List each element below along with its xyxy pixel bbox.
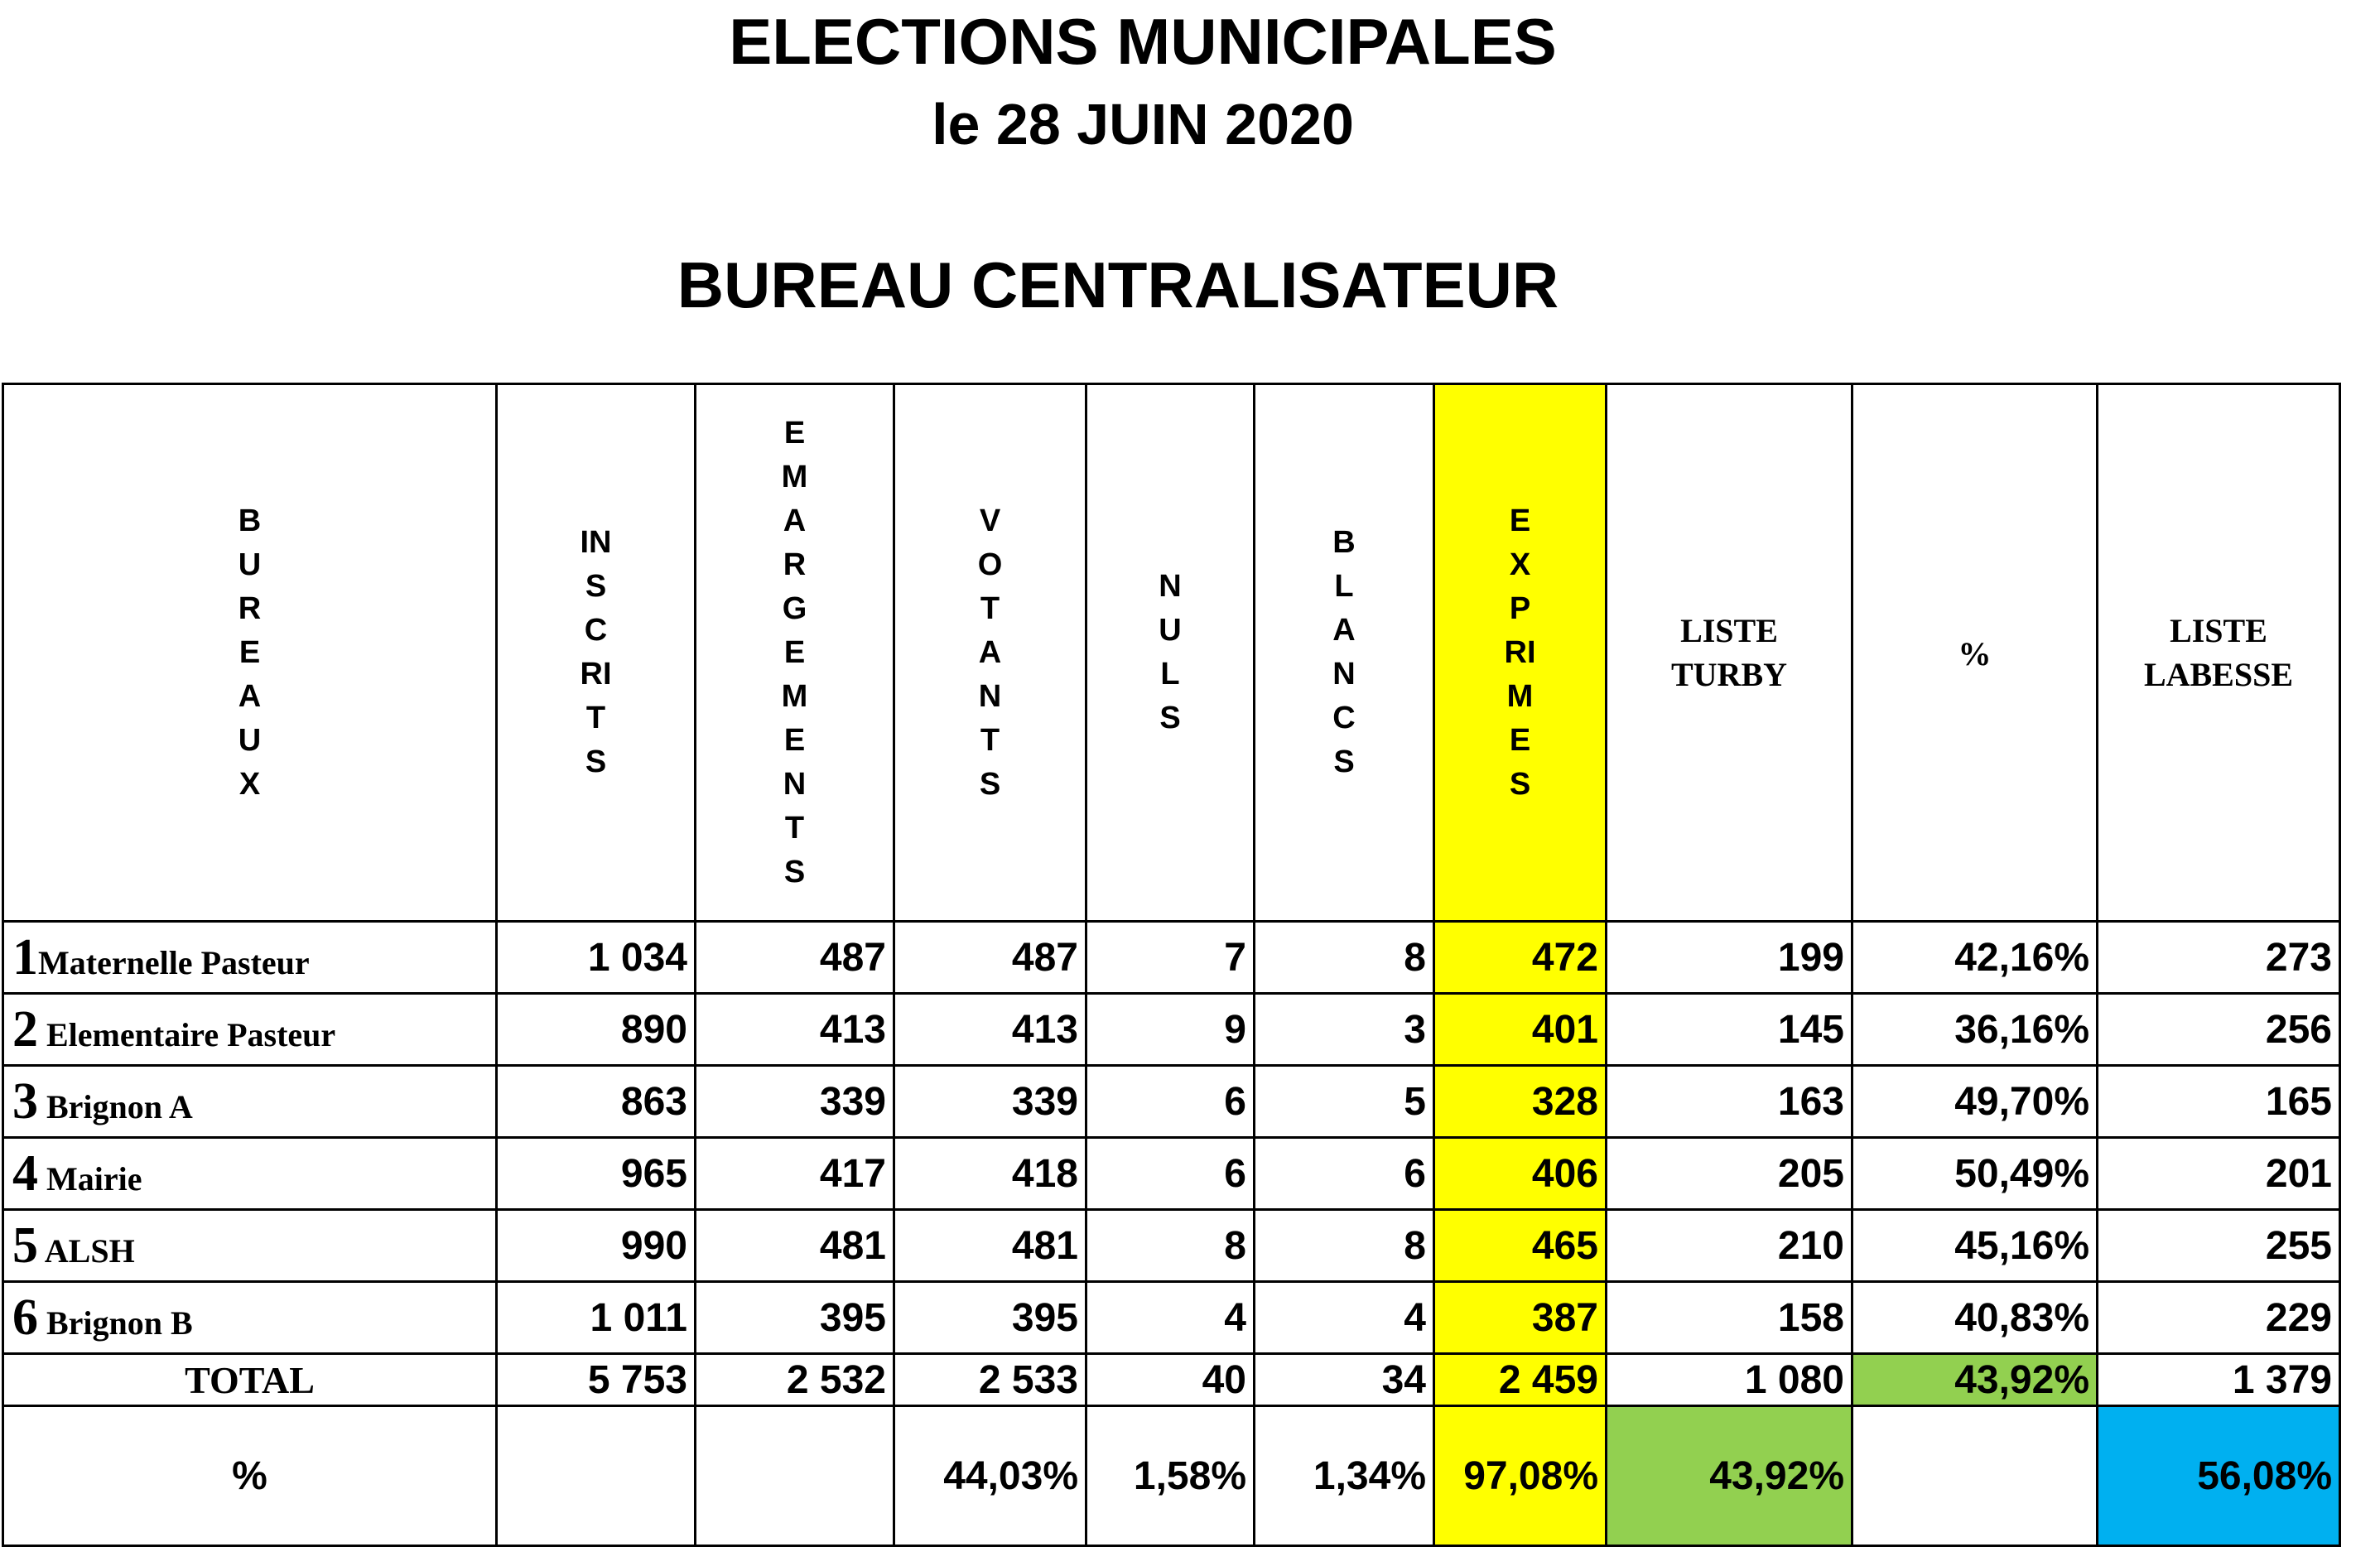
cell-turby: 163 — [1607, 1066, 1852, 1138]
bureau-label: Mairie — [38, 1160, 142, 1198]
bureau-number: 4 — [12, 1145, 38, 1202]
cell-pct: 40,83% — [1852, 1282, 2098, 1354]
cell-emargements: 481 — [696, 1210, 894, 1282]
cell-nuls: 8 — [1086, 1210, 1255, 1282]
table-row — [3, 922, 2340, 994]
percent-exprimes: 97,08% — [1434, 1406, 1607, 1546]
bureau-number: 6 — [12, 1289, 38, 1346]
cell-nuls: 4 — [1086, 1282, 1255, 1354]
percent-emargements — [696, 1406, 894, 1546]
cell-pct: 50,49% — [1852, 1138, 2098, 1210]
bureau-name-cell — [3, 1282, 497, 1354]
header-blancs: BLANCS — [1255, 384, 1434, 922]
cell-blancs: 6 — [1255, 1138, 1434, 1210]
cell-labesse: 256 — [2098, 994, 2340, 1066]
cell-nuls: 7 — [1086, 922, 1255, 994]
cell-inscrits: 1 011 — [497, 1282, 696, 1354]
cell-inscrits: 990 — [497, 1210, 696, 1282]
cell-blancs: 8 — [1255, 1210, 1434, 1282]
cell-labesse: 255 — [2098, 1210, 2340, 1282]
header-percent: % — [1852, 384, 2098, 922]
percent-turby: 43,92% — [1607, 1406, 1852, 1546]
cell-emargements: 339 — [696, 1066, 894, 1138]
cell-inscrits: 863 — [497, 1066, 696, 1138]
cell-turby: 145 — [1607, 994, 1852, 1066]
total-row — [3, 1354, 2340, 1406]
total-label: TOTAL — [3, 1354, 497, 1406]
cell-nuls: 6 — [1086, 1066, 1255, 1138]
election-date: le 28 JUIN 2020 — [932, 92, 1354, 157]
page-title: ELECTIONS MUNICIPALES — [729, 5, 1557, 78]
cell-blancs: 3 — [1255, 994, 1434, 1066]
cell-pct: 45,16% — [1852, 1210, 2098, 1282]
total-nuls: 40 — [1086, 1354, 1255, 1406]
cell-exprimes: 472 — [1434, 922, 1607, 994]
header-liste-turby: LISTE TURBY — [1607, 384, 1852, 922]
cell-exprimes: 328 — [1434, 1066, 1607, 1138]
cell-blancs: 5 — [1255, 1066, 1434, 1138]
cell-exprimes: 401 — [1434, 994, 1607, 1066]
cell-pct: 42,16% — [1852, 922, 2098, 994]
total-blancs: 34 — [1255, 1354, 1434, 1406]
cell-turby: 158 — [1607, 1282, 1852, 1354]
cell-labesse: 273 — [2098, 922, 2340, 994]
header-row — [3, 384, 2340, 922]
table-row — [3, 1210, 2340, 1282]
percent-label: % — [3, 1406, 497, 1546]
cell-labesse: 165 — [2098, 1066, 2340, 1138]
bureau-name-cell — [3, 1210, 497, 1282]
table-row — [3, 1282, 2340, 1354]
bureau-name-cell — [3, 1066, 497, 1138]
percent-row — [3, 1406, 2340, 1546]
bureau-label: ALSH — [38, 1232, 135, 1270]
cell-pct: 36,16% — [1852, 994, 2098, 1066]
cell-votants: 481 — [894, 1210, 1086, 1282]
bureau-number: 3 — [12, 1073, 38, 1130]
page-subtitle: BUREAU CENTRALISATEUR — [677, 248, 1559, 321]
cell-turby: 199 — [1607, 922, 1852, 994]
cell-votants: 395 — [894, 1282, 1086, 1354]
percent-labesse: 56,08% — [2098, 1406, 2340, 1546]
cell-nuls: 9 — [1086, 994, 1255, 1066]
cell-emargements: 395 — [696, 1282, 894, 1354]
percent-blancs: 1,34% — [1255, 1406, 1434, 1546]
bureau-label: Brignon B — [38, 1304, 193, 1342]
cell-pct: 49,70% — [1852, 1066, 2098, 1138]
total-inscrits: 5 753 — [497, 1354, 696, 1406]
header-bureaux: BUREAUX — [3, 384, 497, 922]
cell-blancs: 8 — [1255, 922, 1434, 994]
bureau-name-cell — [3, 1138, 497, 1210]
total-labesse: 1 379 — [2098, 1354, 2340, 1406]
percent-inscrits — [497, 1406, 696, 1546]
cell-emargements: 417 — [696, 1138, 894, 1210]
cell-turby: 210 — [1607, 1210, 1852, 1282]
bureau-label: Maternelle Pasteur — [38, 944, 310, 981]
header-emargements: EMARGEMENTS — [696, 384, 894, 922]
cell-votants: 339 — [894, 1066, 1086, 1138]
total-exprimes: 2 459 — [1434, 1354, 1607, 1406]
bureau-name-cell — [3, 994, 497, 1066]
percent-nuls: 1,58% — [1086, 1406, 1255, 1546]
table-row — [3, 994, 2340, 1066]
header-exprimes: EXPRIMES — [1434, 384, 1607, 922]
cell-votants: 487 — [894, 922, 1086, 994]
cell-inscrits: 965 — [497, 1138, 696, 1210]
cell-votants: 418 — [894, 1138, 1086, 1210]
total-emargements: 2 532 — [696, 1354, 894, 1406]
cell-labesse: 229 — [2098, 1282, 2340, 1354]
results-table — [2, 383, 2341, 1547]
cell-inscrits: 890 — [497, 994, 696, 1066]
bureau-label: Brignon A — [38, 1088, 193, 1125]
cell-votants: 413 — [894, 994, 1086, 1066]
table-row — [3, 1066, 2340, 1138]
bureau-number: 5 — [12, 1217, 38, 1274]
total-votants: 2 533 — [894, 1354, 1086, 1406]
header-votants: VOTANTS — [894, 384, 1086, 922]
bureau-number: 2 — [12, 1001, 38, 1058]
header-nuls: NULS — [1086, 384, 1255, 922]
total-pct: 43,92% — [1852, 1354, 2098, 1406]
header-inscrits: INSCRITS — [497, 384, 696, 922]
cell-exprimes: 465 — [1434, 1210, 1607, 1282]
bureau-number: 1 — [12, 929, 38, 986]
bureau-name-cell — [3, 922, 497, 994]
cell-inscrits: 1 034 — [497, 922, 696, 994]
cell-exprimes: 406 — [1434, 1138, 1607, 1210]
cell-nuls: 6 — [1086, 1138, 1255, 1210]
bureau-label: Elementaire Pasteur — [38, 1016, 336, 1053]
cell-labesse: 201 — [2098, 1138, 2340, 1210]
cell-emargements: 487 — [696, 922, 894, 994]
percent-pct — [1852, 1406, 2098, 1546]
cell-exprimes: 387 — [1434, 1282, 1607, 1354]
cell-blancs: 4 — [1255, 1282, 1434, 1354]
cell-emargements: 413 — [696, 994, 894, 1066]
header-liste-labesse: LISTE LABESSE — [2098, 384, 2340, 922]
percent-votants: 44,03% — [894, 1406, 1086, 1546]
total-turby: 1 080 — [1607, 1354, 1852, 1406]
table-row — [3, 1138, 2340, 1210]
cell-turby: 205 — [1607, 1138, 1852, 1210]
